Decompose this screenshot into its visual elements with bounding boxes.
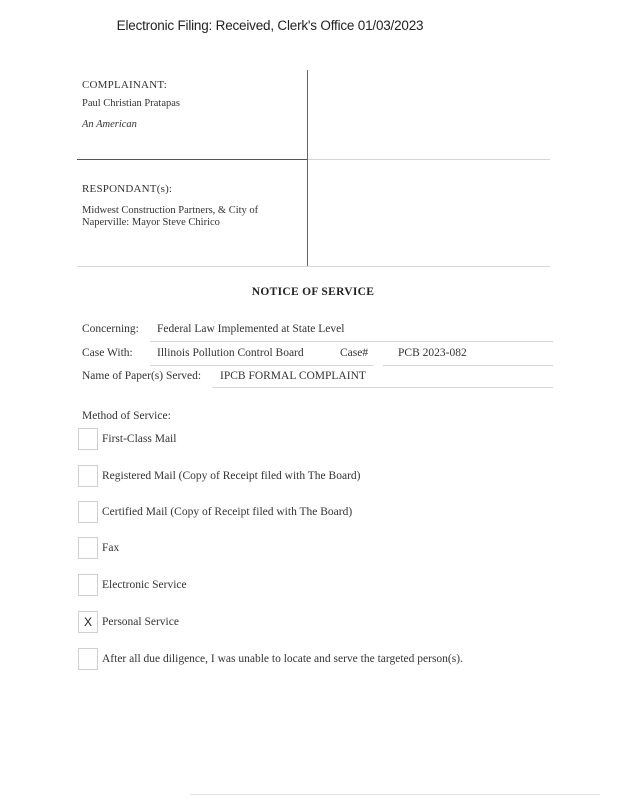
case-with-rule (150, 365, 373, 366)
option-unable-to-serve: After all due diligence, I was unable to locate and serve the targeted person(s). (102, 653, 463, 665)
complainant-label: COMPLAINANT: (82, 79, 167, 91)
papers-served-value: IPCB FORMAL COMPLAINT (220, 370, 366, 382)
checkbox-electronic-service[interactable] (78, 574, 98, 596)
caption-divider-horizontal-right (308, 159, 550, 160)
case-number-value: PCB 2023-082 (398, 347, 467, 359)
filing-stamp: Electronic Filing: Received, Clerk's Office 01/03/2023 (116, 18, 424, 33)
caption-divider-vertical (307, 70, 308, 266)
checkbox-first-class-mail[interactable] (78, 428, 98, 450)
papers-served-rule (212, 387, 553, 388)
caption-bottom-rule (77, 266, 550, 267)
page-bottom-rule (190, 794, 600, 795)
complainant-name: Paul Christian Pratapas (82, 98, 180, 109)
checkbox-personal-service[interactable]: X (78, 611, 98, 633)
case-number-label: Case# (340, 347, 369, 359)
case-number-rule (383, 365, 553, 366)
case-with-label: Case With: (82, 347, 133, 359)
option-electronic-service: Electronic Service (102, 579, 187, 591)
checkbox-fax[interactable] (78, 537, 98, 559)
case-with-value: Illinois Pollution Control Board (157, 347, 304, 359)
option-registered-mail: Registered Mail (Copy of Receipt filed with The Board) (102, 470, 361, 482)
papers-served-label: Name of Paper(s) Served: (82, 370, 202, 382)
checkbox-unable-to-serve[interactable] (78, 648, 98, 670)
respondent-line-1: Midwest Construction Partners, & City of (82, 205, 259, 216)
option-certified-mail: Certified Mail (Copy of Receipt filed with The Board) (102, 506, 353, 518)
option-first-class-mail: First-Class Mail (102, 433, 177, 445)
document-title: NOTICE OF SERVICE (251, 286, 375, 298)
checkbox-registered-mail[interactable] (78, 465, 98, 487)
option-personal-service: Personal Service (102, 616, 179, 628)
concerning-label: Concerning: (82, 323, 139, 335)
concerning-value: Federal Law Implemented at State Level (157, 323, 345, 335)
respondent-line-2: Naperville: Mayor Steve Chirico (82, 217, 220, 228)
option-fax: Fax (102, 542, 120, 554)
checkbox-certified-mail[interactable] (78, 501, 98, 523)
respondent-label: RESPONDANT(s): (82, 183, 173, 195)
method-of-service-label: Method of Service: (82, 410, 171, 422)
caption-divider-horizontal (77, 159, 307, 160)
complainant-descriptor: An American (82, 119, 137, 130)
concerning-rule (150, 341, 553, 342)
